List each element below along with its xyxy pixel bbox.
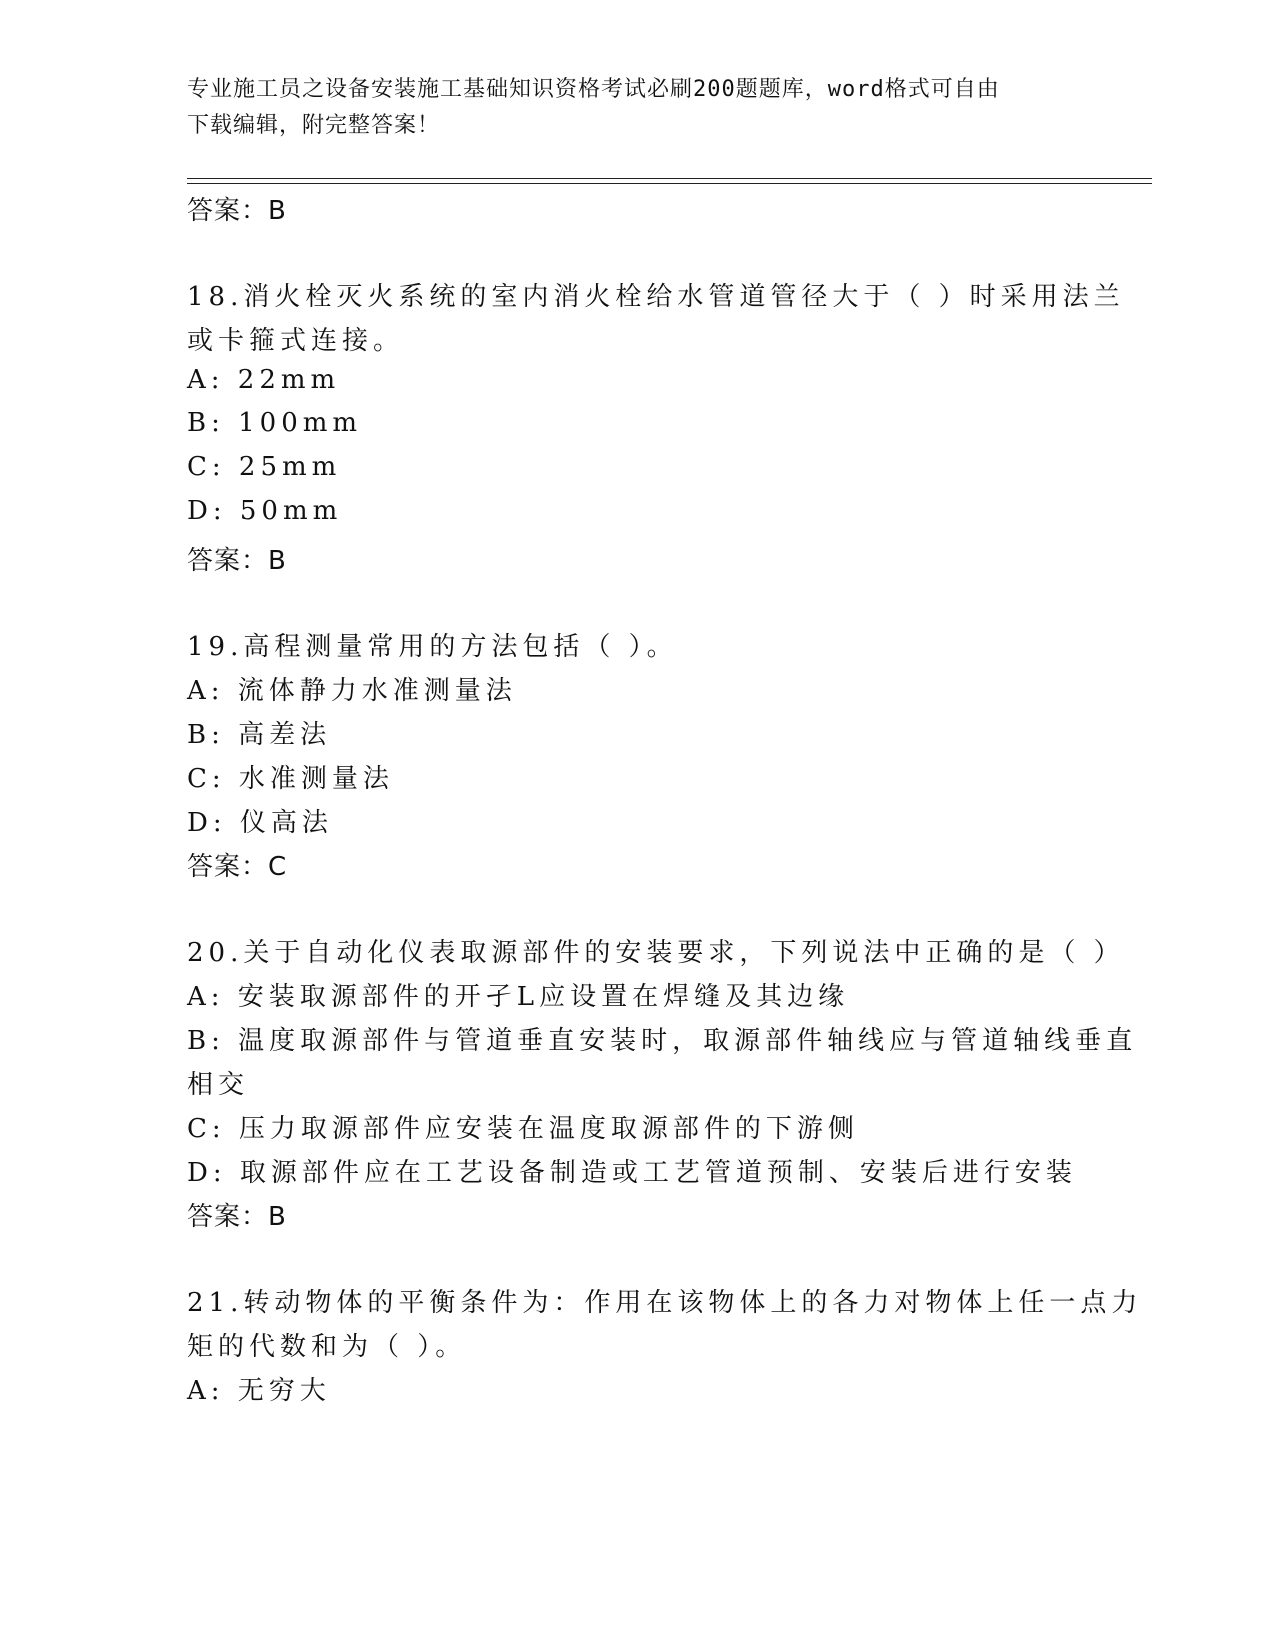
q18-stem-line1: 18.消火栓灭火系统的室内消火栓给水管道管径大于（ ）时采用法兰: [187, 282, 1125, 312]
q20-option-b-line2: 相交: [187, 1070, 250, 1100]
q18-option-c: C: 25mm: [187, 452, 342, 482]
q20-option-c: C: 压力取源部件应安装在温度取源部件的下游侧: [187, 1114, 859, 1144]
q19-stem: 19.高程测量常用的方法包括（ ）。: [187, 632, 678, 662]
header-title-line1: 专业施工员之设备安装施工基础知识资格考试必刷200题题库，word格式可自由: [187, 77, 1000, 102]
q18-option-b: B: 100mm: [187, 408, 363, 438]
document-header: [187, 72, 1067, 144]
q19-option-b: B: 高差法: [187, 720, 332, 750]
q18-option-d: D: 50mm: [187, 496, 343, 526]
header-divider-bottom: [187, 183, 1152, 184]
q18-stem-line2: 或卡箍式连接。: [187, 326, 405, 356]
q19-option-a: A: 流体静力水准测量法: [187, 676, 517, 706]
q18-answer: 答案：B: [187, 546, 287, 576]
q21-stem-line1: 21.转动物体的平衡条件为：作用在该物体上的各力对物体上任一点力: [187, 1288, 1143, 1318]
header-divider-top: [187, 178, 1152, 179]
answer-prev: 答案：B: [187, 196, 287, 226]
q21-option-a: A: 无穷大: [187, 1376, 331, 1406]
header-title-line2: 下载编辑，附完整答案！: [187, 113, 441, 138]
q18-option-a: A: 22mm: [187, 365, 341, 395]
q19-option-d: D: 仪高法: [187, 808, 333, 838]
q20-option-a: A: 安装取源部件的开孑L应设置在焊缝及其边缘: [187, 982, 850, 1012]
q20-answer: 答案：B: [187, 1202, 287, 1232]
q19-option-c: C: 水准测量法: [187, 764, 394, 794]
q21-stem-line2: 矩的代数和为（ ）。: [187, 1332, 467, 1362]
q20-stem: 20.关于自动化仪表取源部件的安装要求，下列说法中正确的是（ ）: [187, 938, 1125, 968]
q20-option-d: D: 取源部件应在工艺设备制造或工艺管道预制、安装后进行安装: [187, 1158, 1077, 1188]
q20-option-b-line1: B: 温度取源部件与管道垂直安装时，取源部件轴线应与管道轴线垂直: [187, 1026, 1138, 1056]
q19-answer: 答案：C: [187, 852, 288, 882]
